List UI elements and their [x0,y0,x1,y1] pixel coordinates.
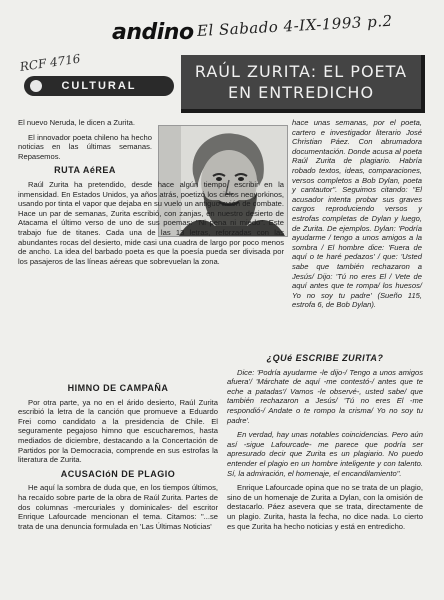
subheading-ruta-aerea: RUTA AéREA [54,165,116,176]
article-intro: El innovador poeta chileno ha hecho noticias en las últimas semanas. Repasemos. [18,132,152,161]
paragraph-cierre: Enrique Lafourcade opina que no se trata de un plagio, sino de un homenaje de Zurita a Dylan, con la omisión de destacarlo. Páez asevera que se trata, directamente de un plagio. Zurita, hasta la fecha, no dice nada. Lo cierto es que Zurita ha hecho noticias y está en entredicho. [227,483,423,531]
article-column-right-lower [227,350,423,536]
section-label [24,76,174,96]
section-bullet-icon [30,80,42,92]
paragraph-coincidencias: En verdad, hay unas notables coincidencias. Pero aún así -sigue Lafourcade- me parece que podría ser apresurado decir que Zurita es un plagiario. No puedo entender el plagio en un hombre inteligente y con talento. Sí, la admiración, el homenaje, el encandilamiento". [227,430,423,478]
publication-logo: andino [112,20,194,45]
article-column-right [292,118,422,315]
handwritten-archive-code: RCF 4716 [19,51,82,74]
headline [181,55,425,113]
headline-title: RAÚL ZURITA: EL POETA EN ENTREDICHO [194,62,408,102]
subheading-que-escribe: ¿QUé ESCRIBE ZURITA? [266,353,384,363]
article-lead: El nuevo Neruda, le dicen a Zurita. [18,118,135,127]
article-column-left-lower [18,380,218,536]
paragraph-que-escribe: Dice: 'Podría ayudarme -le dijo-/ Tengo a unos amigos afuera'/ 'Márchate de aquí -me contestó-/ antes que te eche a patadas'/ Vamos -le observé-, usted sabe/ que también rechazaron a Jesús/ 'Tú no eres El -me respondió-/ Andate o te rompo la crisma/ Yo no soy tu padre'. [227,367,423,425]
paragraph-plagio-continued: hace unas semanas, por el poeta, cartero e investigador literario José Christian Páez. Con abrumadora documentación. Donde acusa al poeta Raúl Zurita de plagiario. Habría robado textos, ideas, comparaciones, versos completos a Bob Dylan, poeta y cantautor". Seguimos citando: "El acusador intenta probar sus graves cargos reproduciendo versos y estrofas completas de Dylan y luego, de Zurita. De ejemplos. Dylan: 'Podría ayudarme / tengo a unos amigos a la sombra / El hombre dice: 'Fuera de aquí o te haré pedazos' / que: 'Usted sabe que también rechazaron a Jesús/ Dijo: 'Tú no eres El / Vete de aquí antes que te rompa/ los huesos/ Yo no soy tu padre' (Sueño 115, estrofa 6, de Bob Dylan). [292,118,422,310]
subheading-himno: HIMNO DE CAMPAÑA [67,383,169,393]
subheading-plagio: ACUSACIóN DE PLAGIO [60,468,176,479]
section-label-text: CULTURAL [61,80,137,92]
paragraph-himno: Por otra parte, ya no en el árido desierto, Raúl Zurita escribió la letra de la canción que promueve a Eduardo Frei como candidato a la presidencia de Chile. El seguramente pegajoso himno que escucharemos, hasta mediados de diciembre, destacando a la Concertación de Partidos por la Democracia, comprende en sus estrofas la literatura de Zurita. [18,397,218,465]
handwritten-date: El Sabado 4-IX-1993 p.2 [196,11,393,40]
paragraph-plagio: He aquí la sombra de duda que, en los tiempos últimos, ha recaído sobre parte de la obra de Raúl Zurita. Partes de dos columnas -mercuriales y dominicales- del escritor Enrique Lafourcade mencionan el tema. Citamos: "...se trata de una denuncia formulada en 'Las Últimas Noticias' [18,483,218,531]
paragraph-ruta-aerea: Raúl Zurita ha pretendido, desde hace algún tiempo, escribir en la inmensidad. En Estados Unidos, ya años atrás, poetizó los cielos neoyorkinos, usando por tinta el vapor que dejaba en su vuelo un antiguo avión de combate. Hace un par de semanas, Zurita escribió, con zanjas, en nuestro desierto de Atacama el último verso de uno de sus poemas: "Ni pena ni miedo". Este trabajo fue de titanes. Cada una de las 13 letras, reforzadas con las abundantes rocas del desierto, mide casi una cuadra de largo por poco menos de ancho. La idea del barbado poeta es que la poesía pueda ser divisada por los pasajeros de las líneas aéreas que sobrevuelan la zona. [18,179,284,266]
article-column-left [18,118,284,271]
